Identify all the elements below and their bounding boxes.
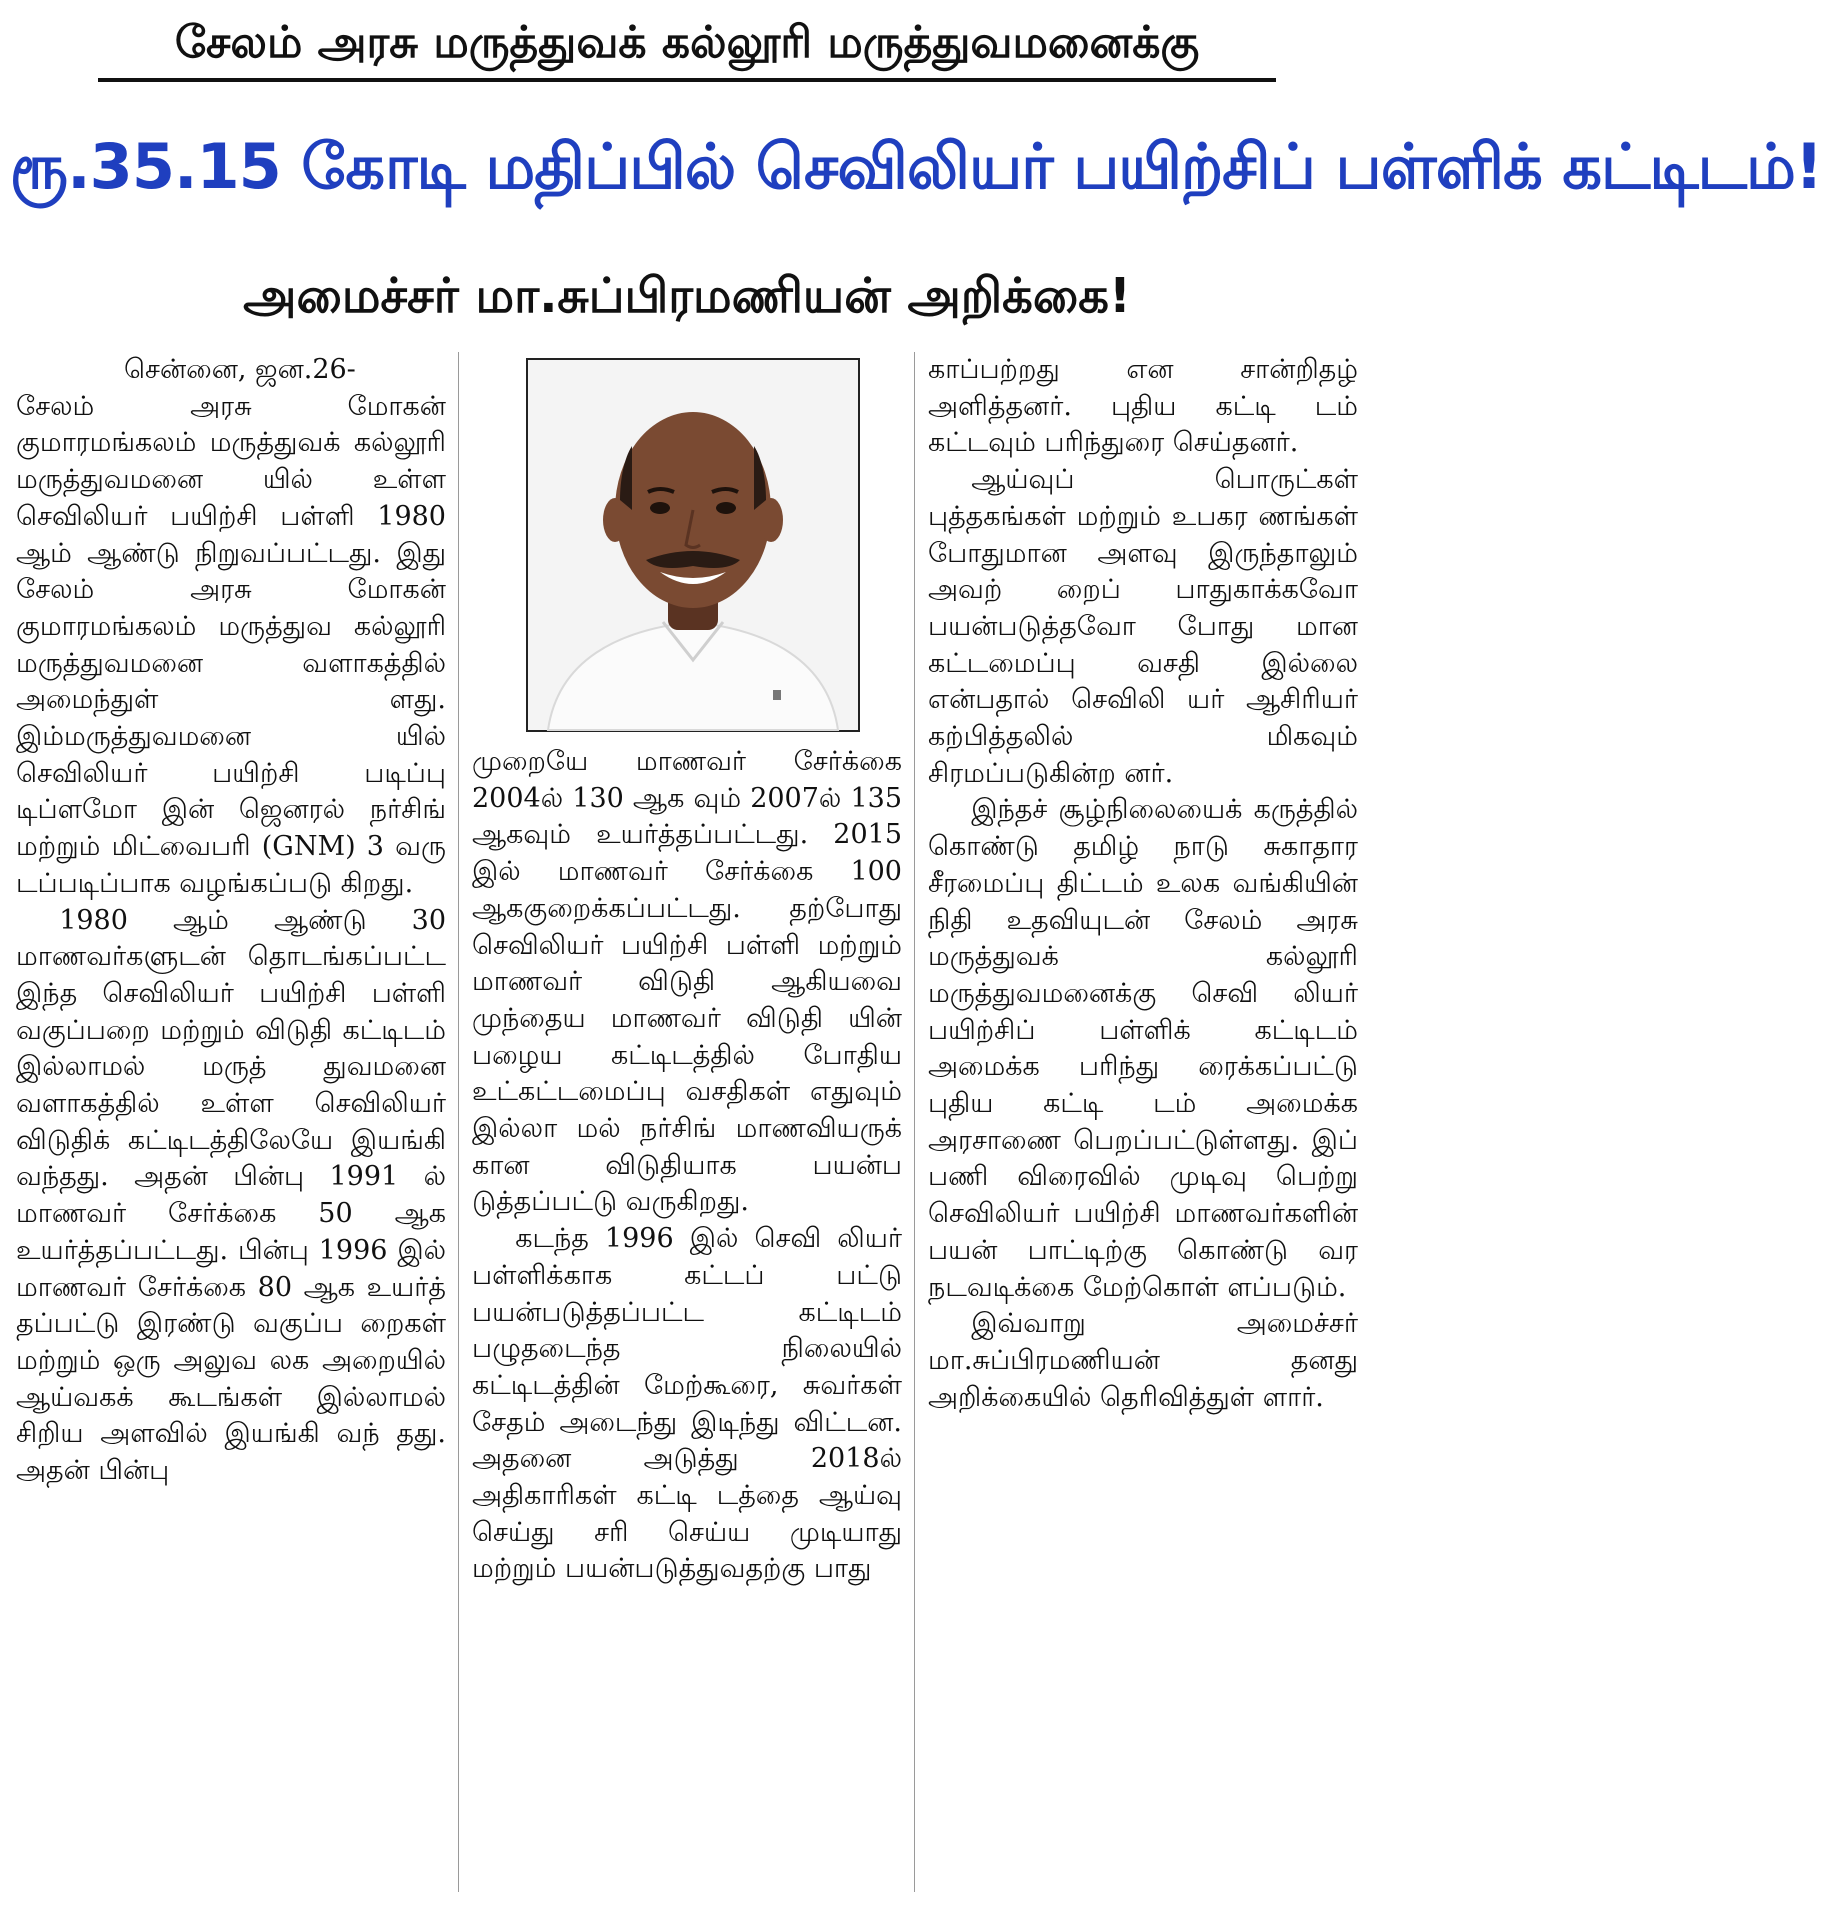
paragraph: இவ்வாறு அமைச்சர் மா.சுப்பிரமணியன் தனது அறிக்கையில் தெரிவித்துள் ளார். (928, 1308, 1358, 1413)
article-column-2 (472, 744, 902, 1906)
paragraph: ஆய்வுப் பொருட்கள் புத்தகங்கள் மற்றும் உபகர ணங்கள் போதுமான அளவு இருந்தாலும் அவற் றைப் பாதுகாக்கவோ பயன்படுத்தவோ போது மான கட்டமைப்பு வசதி இல்லை என்பதால் செவிலி யர் ஆசிரியர் கற்பித்தலில் மிகவும் சிரமப்படுகின்ற னர். (928, 464, 1358, 789)
kicker-line: சேலம் அரசு மருத்துவக் கல்லூரி மருத்துவமனைக்கு (174, 17, 1200, 68)
article-column-1 (16, 352, 446, 1906)
paragraph: முறையே மாணவர் சேர்க்கை 2004ல் 130 ஆக வும் 2007ல் 135 ஆகவும் உயர்த்தப்பட்டது. 2015 இல் மாணவர் சேர்க்கை 100 ஆககுறைக்கப்பட்டது. தற்போது செவிலியர் பயிற்சி பள்ளி மற்றும் மாணவர் விடுதி ஆகியவை முந்தைய மாணவர் விடுதி யின் பழைய கட்டிடத்தில் போதிய உட்கட்டமைப்பு வசதிகள் எதுவும் இல்லா மல் நர்சிங் மாணவியருக் கான விடுதியாக பயன்ப டுத்தப்பட்டு வருகிறது. (472, 746, 902, 1218)
kicker-underline (98, 78, 1276, 82)
article-column-3 (928, 352, 1358, 1906)
dateline: சென்னை, ஜன.26- (124, 354, 356, 385)
paragraph: இந்தச் சூழ்நிலையைக் கருத்தில் கொண்டு தமிழ் நாடு சுகாதார சீரமைப்பு திட்டம் உலக வங்கியின் நிதி உதவியுடன் சேலம் அரசு மருத்துவக் கல்லூரி மருத்துவமனைக்கு செவி லியர் பயிற்சிப் பள்ளிக் கட்டிடம் அமைக்க பரிந்து ரைக்கப்பட்டு புதிய கட்டி டம் அமைக்க அரசாணை பெறப்பட்டுள்ளது. இப் பணி விரைவில் முடிவு பெற்று செவிலியர் பயிற்சி மாணவர்களின் பயன் பாட்டிற்கு கொண்டு வர நடவடிக்கை மேற்கொள் ளப்படும். (928, 794, 1358, 1303)
column-divider (458, 352, 459, 1892)
paragraph: சேலம் அரசு மோகன் குமாரமங்கலம் மருத்துவக் கல்லூரி மருத்துவமனை யில் உள்ள செவிலியர் பயிற்சி பள்ளி 1980 ஆம் ஆண்டு நிறுவப்பட்டது. இது சேலம் அரசு மோகன் குமாரமங்கலம் மருத்துவ கல்லூரி மருத்துவமனை வளாகத்தில் அமைந்துள் ளது. இம்மருத்துவமனை யில் செவிலியர் பயிற்சி படிப்பு டிப்ளமோ இன் ஜெனரல் நர்சிங் மற்றும் மிட்வைபரி (GNM) 3 வரு டப்படிப்பாக வழங்கப்படு கிறது. (16, 390, 446, 899)
minister-photo (526, 358, 860, 732)
headline: ரூ.35.15 கோடி மதிப்பில் செவிலியர் பயிற்சிப் பள்ளிக் கட்டிடம்! (10, 130, 1822, 203)
portrait-illustration (528, 360, 858, 730)
paragraph: காப்பற்றது என சான்றிதழ் அளித்தனர். புதிய கட்டி டம் கட்டவும் பரிந்துரை செய்தனர். (928, 354, 1358, 459)
paragraph: 1980 ஆம் ஆண்டு 30 மாணவர்களுடன் தொடங்கப்பட்ட இந்த செவிலியர் பயிற்சி பள்ளி வகுப்பறை மற்றும் விடுதி கட்டிடம் இல்லாமல் மருத் துவமனை வளாகத்தில் உள்ள செவிலியர் விடுதிக் கட்டிடத்திலேயே இயங்கி வந்தது. அதன் பின்பு 1991 ல் மாணவர் சேர்க்கை 50 ஆக உயர்த்தப்பட்டது. பின்பு 1996 இல் மாணவர் சேர்க்கை 80 ஆக உயர்த் தப்பட்டு இரண்டு வகுப்ப றைகள் மற்றும் ஒரு அலுவ லக அறையில் ஆய்வகக் கூடங்கள் இல்லாமல் சிறிய அளவில் இயங்கி வந் தது. அதன் பின்பு (16, 904, 446, 1487)
column-divider (914, 352, 915, 1892)
subheadline: அமைச்சர் மா.சுப்பிரமணியன் அறிக்கை! (243, 268, 1131, 324)
paragraph: கடந்த 1996 இல் செவி லியர் பள்ளிக்காக கட்டப் பட்டு பயன்படுத்தப்பட்ட கட்டிடம் பழுதடைந்த நிலையில் கட்டிடத்தின் மேற்கூரை, சுவர்கள் சேதம் அடைந்து இடிந்து விட்டன. அதனை அடுத்து 2018ல் அதிகாரிகள் கட்டி டத்தை ஆய்வு செய்து சரி செய்ய முடியாது மற்றும் பயன்படுத்துவதற்கு பாது (472, 1223, 902, 1585)
